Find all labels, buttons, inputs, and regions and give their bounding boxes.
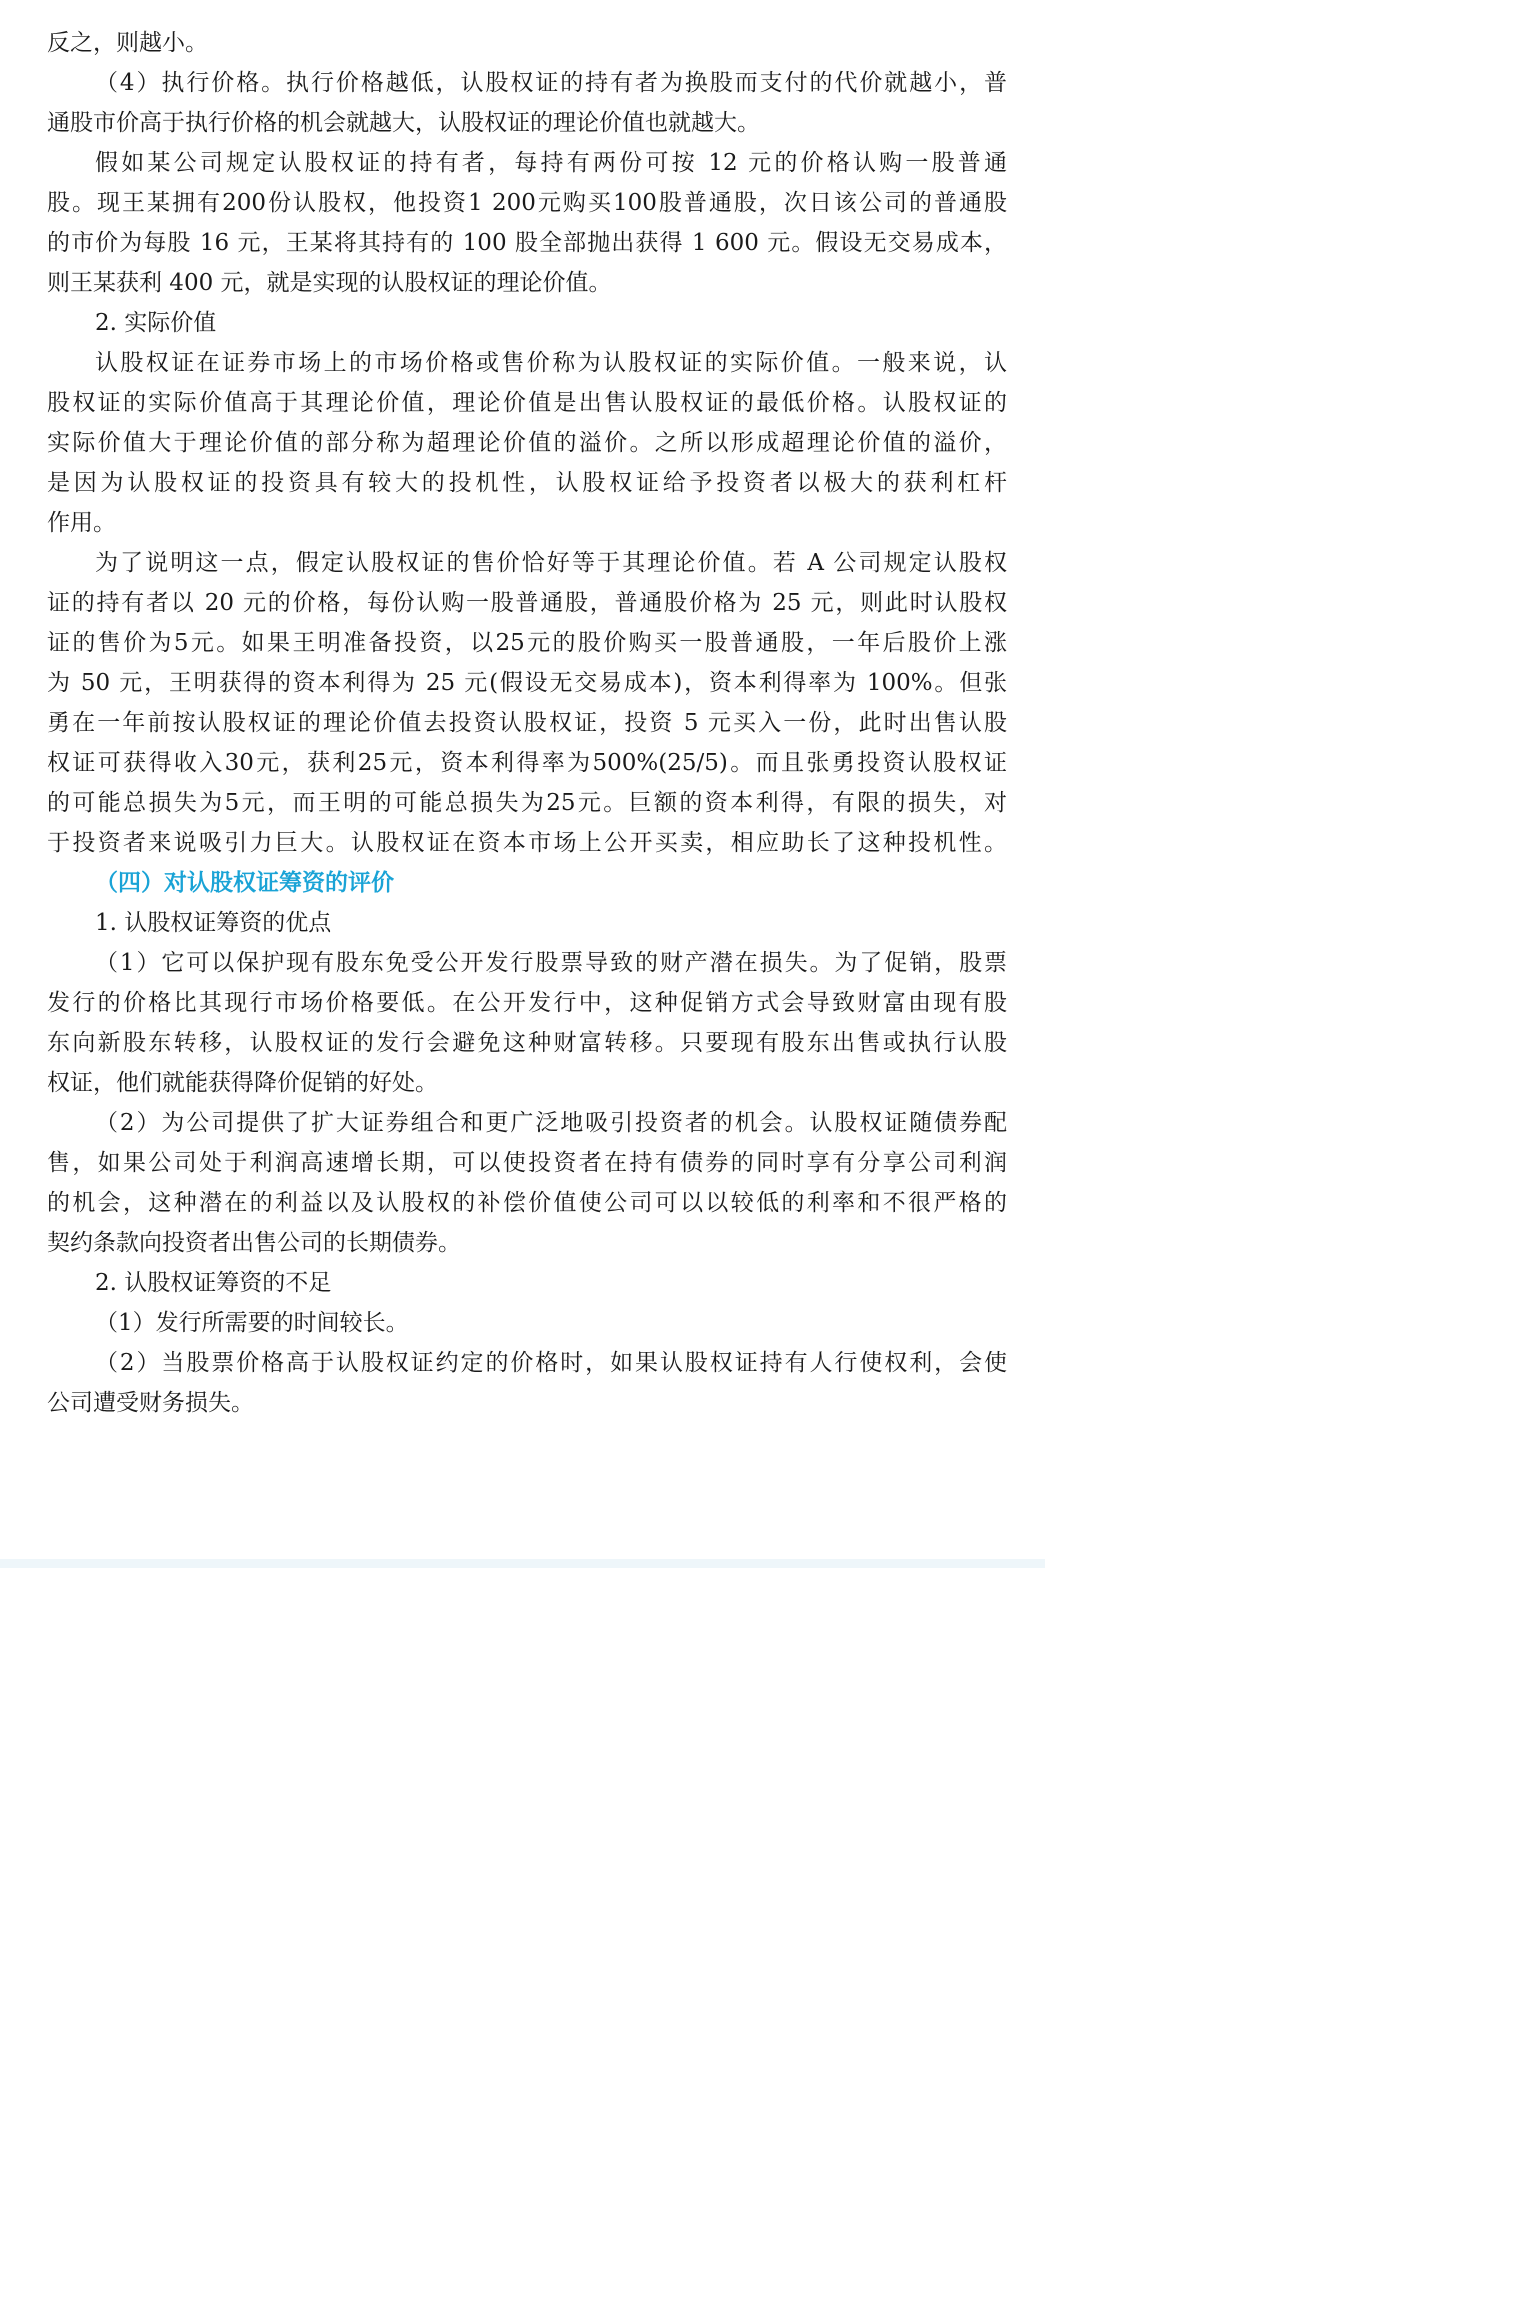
- text-line: 2. 认股权证筹资的不足: [95, 1270, 332, 1296]
- text-line: （2）当股票价格高于认股权证约定的价格时，如果认股权证持有人行使权利，会使: [95, 1350, 1007, 1376]
- text-line: 东向新股东转移，认股权证的发行会避免这种财富转移。只要现有股东出售或执行认股: [47, 1030, 1007, 1056]
- text-line: 售，如果公司处于利润高速增长期，可以使投资者在持有债券的同时享有分享公司利润: [47, 1150, 1007, 1176]
- text-line: （4）执行价格。执行价格越低，认股权证的持有者为换股而支付的代价就越小，普: [95, 70, 1007, 96]
- text-line: 的市价为每股 16 元，王某将其持有的 100 股全部抛出获得 1 600 元。假设无交易成本，: [47, 230, 1007, 256]
- text-line: 反之，则越小。: [47, 30, 208, 56]
- text-line: 假如某公司规定认股权证的持有者，每持有两份可按 12 元的价格认购一股普通: [95, 150, 1007, 176]
- section-heading: （四）对认股权证筹资的评价: [95, 869, 394, 896]
- text-line: 于投资者来说吸引力巨大。认股权证在资本市场上公开买卖，相应助长了这种投机性。: [47, 830, 1007, 856]
- text-line: 的机会，这种潜在的利益以及认股权的补偿价值使公司可以以较低的利率和不很严格的: [47, 1190, 1007, 1216]
- text-line: （1）发行所需要的时间较长。: [95, 1310, 409, 1336]
- text-line: 股。现王某拥有200份认股权，他投资1 200元购买100股普通股，次日该公司的普通股: [47, 190, 1007, 216]
- text-line: 权证可获得收入30元，获利25元，资本利得率为500%(25/5)。而且张勇投资认股权证: [47, 750, 1007, 776]
- text-line: 的可能总损失为5元，而王明的可能总损失为25元。巨额的资本利得，有限的损失，对: [47, 790, 1007, 816]
- text-line: 1. 认股权证筹资的优点: [95, 910, 332, 936]
- text-line: 为了说明这一点，假定认股权证的售价恰好等于其理论价值。若 A 公司规定认股权: [95, 550, 1007, 576]
- text-line: 公司遭受财务损失。: [47, 1390, 254, 1416]
- text-line: 则王某获利 400 元，就是实现的认股权证的理论价值。: [47, 270, 612, 296]
- text-line: 发行的价格比其现行市场价格要低。在公开发行中，这种促销方式会导致财富由现有股: [47, 990, 1007, 1016]
- document-page: [47, 23, 1007, 1423]
- text-line: 股权证的实际价值高于其理论价值，理论价值是出售认股权证的最低价格。认股权证的: [47, 390, 1007, 416]
- text-line: 是因为认股权证的投资具有较大的投机性，认股权证给予投资者以极大的获利杠杆: [47, 470, 1007, 496]
- text-line: 认股权证在证券市场上的市场价格或售价称为认股权证的实际价值。一般来说，认: [95, 350, 1007, 376]
- text-line: 证的售价为5元。如果王明准备投资，以25元的股价购买一股普通股，一年后股价上涨: [47, 630, 1007, 656]
- text-line: 勇在一年前按认股权证的理论价值去投资认股权证，投资 5 元买入一份，此时出售认股: [47, 710, 1007, 736]
- text-line: （2）为公司提供了扩大证券组合和更广泛地吸引投资者的机会。认股权证随债券配: [95, 1110, 1007, 1136]
- text-line: 证的持有者以 20 元的价格，每份认购一股普通股，普通股价格为 25 元，则此时认股权: [47, 590, 1007, 616]
- text-line: 2. 实际价值: [95, 310, 217, 336]
- text-line: 实际价值大于理论价值的部分称为超理论价值的溢价。之所以形成超理论价值的溢价，: [47, 430, 1007, 456]
- text-line: 为 50 元，王明获得的资本利得为 25 元(假设无交易成本)，资本利得率为 100%。但张: [47, 670, 1007, 696]
- text-line: 作用。: [47, 510, 116, 536]
- page-bottom-edge: [0, 1559, 1045, 1568]
- text-line: （1）它可以保护现有股东免受公开发行股票导致的财产潜在损失。为了促销，股票: [95, 950, 1007, 976]
- text-line: 权证，他们就能获得降价促销的好处。: [47, 1070, 438, 1096]
- text-line: 通股市价高于执行价格的机会就越大，认股权证的理论价值也就越大。: [47, 110, 760, 136]
- text-line: 契约条款向投资者出售公司的长期债券。: [47, 1230, 461, 1256]
